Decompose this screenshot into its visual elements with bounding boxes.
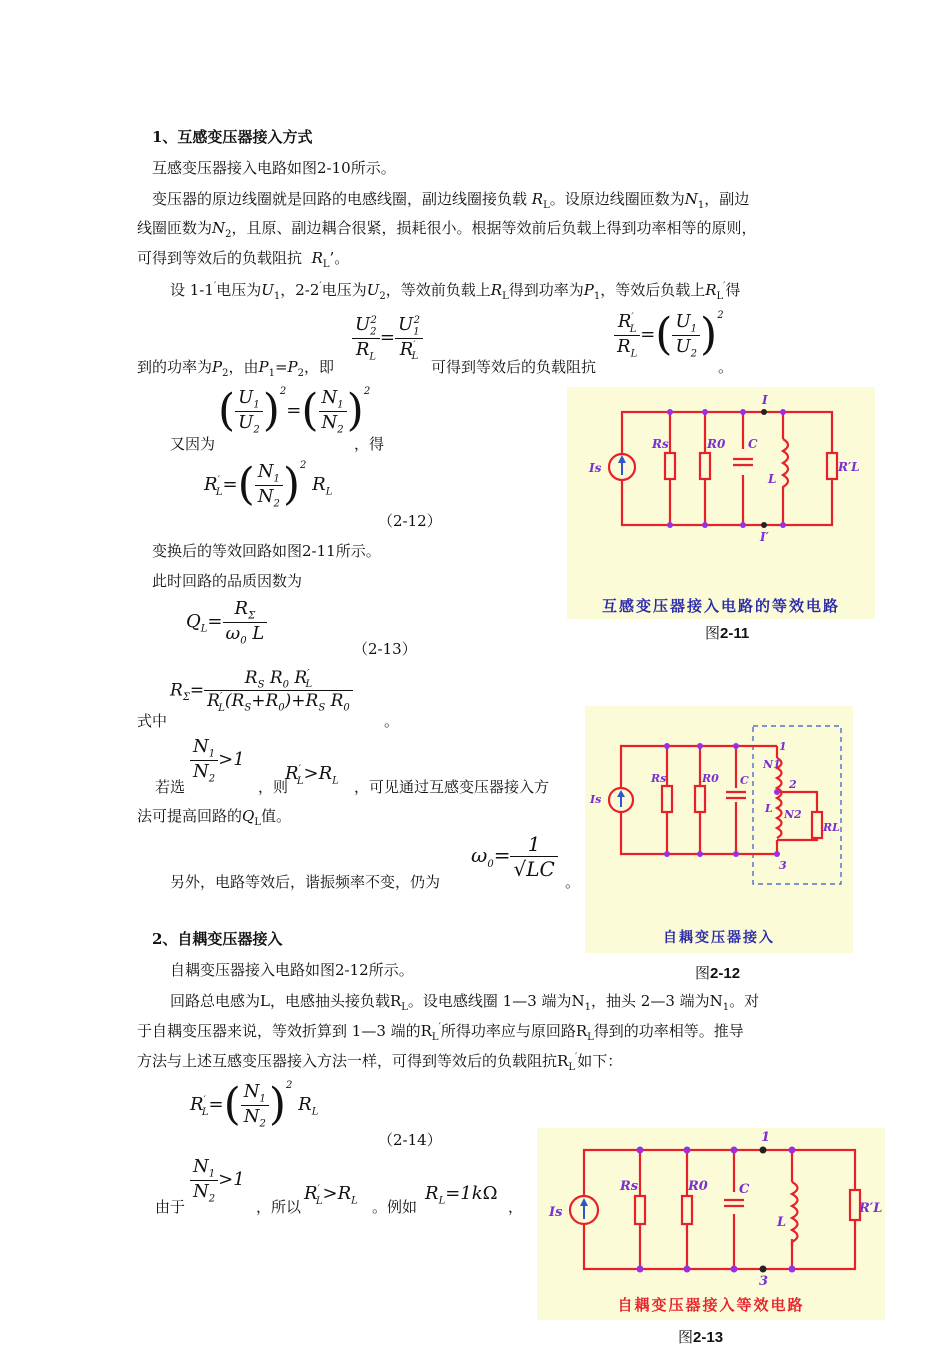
label-t2: 2 bbox=[789, 778, 797, 791]
figure-2-13 bbox=[537, 1128, 885, 1320]
figure-caption: 图2-13 bbox=[678, 1329, 724, 1346]
label-is: Is bbox=[589, 461, 602, 475]
para: 另外，电路等效后，谐振频率不变，仍为 bbox=[170, 873, 441, 891]
equation-2-13: $Q_L=$ $\frac{R_\Sigma}{\omega_0 L}$ bbox=[186, 598, 267, 646]
figure-2-11 bbox=[567, 387, 875, 619]
equation-ratio: $\frac{R'_L}{R_L}$ =( $\frac{U_1}{U_2}$ )$^2$ bbox=[614, 310, 724, 359]
para: 此时回路的品质因数为 bbox=[152, 572, 303, 590]
para: 到的功率为$P_2$，由$P_1=P_2$，即 bbox=[137, 358, 335, 379]
circuit-diagram bbox=[537, 1128, 885, 1320]
para: ， bbox=[508, 1198, 524, 1216]
para: 。例如 bbox=[372, 1198, 418, 1216]
para: 。 bbox=[565, 873, 581, 891]
label-rs: Rs bbox=[652, 437, 669, 451]
para: 变换后的等效回路如图2-11所示。 bbox=[152, 542, 381, 560]
section-1-title: 1、互感变压器接入方式 bbox=[152, 128, 313, 146]
para: 若选 bbox=[155, 778, 186, 796]
equation-rsigma: $R_\Sigma=$ $\frac{R_S R_0 R'_L}{R'_L(R_S+R_0)+R_S R_0}$ bbox=[170, 668, 353, 714]
para: 自耦变压器接入电路如图2-12所示。 bbox=[170, 961, 414, 979]
label-rs: Rs bbox=[620, 1179, 639, 1194]
label-n2: N2 bbox=[784, 808, 802, 821]
para: 回路总电感为L，电感抽头接负载$R_L$。设电感线圈 1—3 端为$N_1$，抽头 2—3 端为$N_1$。对 bbox=[170, 992, 760, 1013]
para: 方法与上述互感变压器接入方法一样，可得到等效后的负载阻抗$R_L'$如下： bbox=[137, 1052, 623, 1073]
para: 设 1-1′电压为$U_1$，2-2′电压为$U_2$，等效前负载上$R_L$得到功率为$P_1$，等效后负载上$R_L'$得 bbox=[170, 281, 741, 302]
label-l: L bbox=[777, 1215, 787, 1230]
equation-gt-2: $R'_L>R_L$ bbox=[304, 1183, 358, 1207]
label-n1: N1 bbox=[763, 758, 781, 771]
figure-banner: 自耦变压器接入等效电路 bbox=[617, 1296, 805, 1314]
label-is: Is bbox=[590, 793, 602, 806]
label-l: L bbox=[765, 802, 773, 815]
para: 式中 bbox=[137, 712, 168, 730]
para: ，则 bbox=[258, 778, 289, 796]
equation-number: （2-13） bbox=[353, 640, 417, 658]
label-c: C bbox=[740, 774, 749, 787]
equation-number: （2-12） bbox=[378, 512, 442, 530]
para: 由于 bbox=[155, 1198, 186, 1216]
para: 变压器的原边线圈就是回路的电感线圈，副边线圈接负载 $R_L$。设原边线圈匝数为$N_1$，副边 bbox=[152, 190, 750, 211]
equation-resonance: $\omega_0=$ $\frac{1}{√LC}$ bbox=[471, 832, 558, 881]
section-2-title: 2、自耦变压器接入 bbox=[152, 930, 283, 948]
label-r0: R0 bbox=[688, 1179, 708, 1194]
para: 于自耦变压器来说，等效折算到 1—3 端的$R_L'$所得功率应与原回路$R_L$得到的功率相等。推导 bbox=[137, 1022, 744, 1043]
label-l: L bbox=[768, 472, 777, 486]
label-rl: RL bbox=[823, 821, 840, 834]
label-t1: 1 bbox=[779, 740, 787, 753]
para: 可得到等效后的负载阻抗 $R_L$’。 bbox=[137, 249, 350, 270]
label-r0: R0 bbox=[702, 772, 719, 785]
label-bottom: 3 bbox=[759, 1274, 769, 1289]
equation-ratio-gt-2: $\frac{N_1}{N_2}$ >1 bbox=[190, 1156, 245, 1204]
equation-turns: ( $\frac{U_1}{U_2}$ )$^2$=( $\frac{N_1}{N_2}$ )$^2$ bbox=[218, 385, 371, 436]
figure-caption: 图2-12 bbox=[695, 965, 741, 982]
figure-2-12 bbox=[585, 706, 853, 953]
equation-number: （2-14） bbox=[378, 1131, 442, 1149]
para: ，所以 bbox=[256, 1198, 302, 1216]
equation-ratio-gt: $\frac{N_1}{N_2}$ >1 bbox=[190, 736, 245, 784]
para: ，可见通过互感变压器接入方 bbox=[354, 778, 550, 796]
para: ，得 bbox=[354, 435, 385, 453]
para: 。 bbox=[384, 712, 400, 730]
equation-gt: $R'_L>R_L$ bbox=[285, 763, 339, 787]
label-c: C bbox=[739, 1182, 750, 1197]
figure-banner: 自耦变压器接入 bbox=[663, 930, 775, 946]
label-c: C bbox=[748, 437, 758, 451]
label-top: 1 bbox=[761, 1130, 771, 1145]
para: 法可提高回路的$Q_L$值。 bbox=[137, 807, 291, 828]
figure-caption: 图2-11 bbox=[705, 625, 750, 642]
equation-2-12: $R'_L=$( $\frac{N_1}{N_2}$ )$^2$ $R_L$ bbox=[204, 459, 333, 510]
label-r0: R0 bbox=[707, 437, 726, 451]
equation-power: $\frac{U_2^2}{R_L}$ = $\frac{U_1^2}{R'_L}$ bbox=[352, 314, 423, 362]
circuit-diagram bbox=[585, 706, 853, 953]
para: 可得到等效后的负载阻抗 bbox=[431, 358, 597, 376]
para: 。 bbox=[718, 358, 734, 376]
label-rl: R′L bbox=[859, 1201, 883, 1216]
label-t3: 3 bbox=[779, 859, 787, 872]
para: 线圈匝数为$N_2$，且原、副边耦合很紧，损耗很小。根据等效前后负载上得到功率相等的原则， bbox=[137, 219, 757, 240]
equation-example: $R_L=1k\Omega$ bbox=[425, 1183, 498, 1207]
para: 互感变压器接入电路如图2-10所示。 bbox=[152, 159, 396, 177]
label-rl: R′L bbox=[838, 460, 860, 474]
para: 又因为 bbox=[170, 435, 216, 453]
label-rs: Rs bbox=[651, 772, 667, 785]
figure-banner: 互感变压器接入电路的等效电路 bbox=[601, 597, 841, 615]
label-bottom: I′ bbox=[760, 530, 769, 544]
label-is: Is bbox=[549, 1205, 563, 1220]
circuit-diagram bbox=[567, 387, 875, 619]
label-top: I bbox=[762, 393, 768, 407]
equation-2-14: $R'_L=$( $\frac{N_1}{N_2}$ )$^2$ $R_L$ bbox=[190, 1079, 319, 1130]
